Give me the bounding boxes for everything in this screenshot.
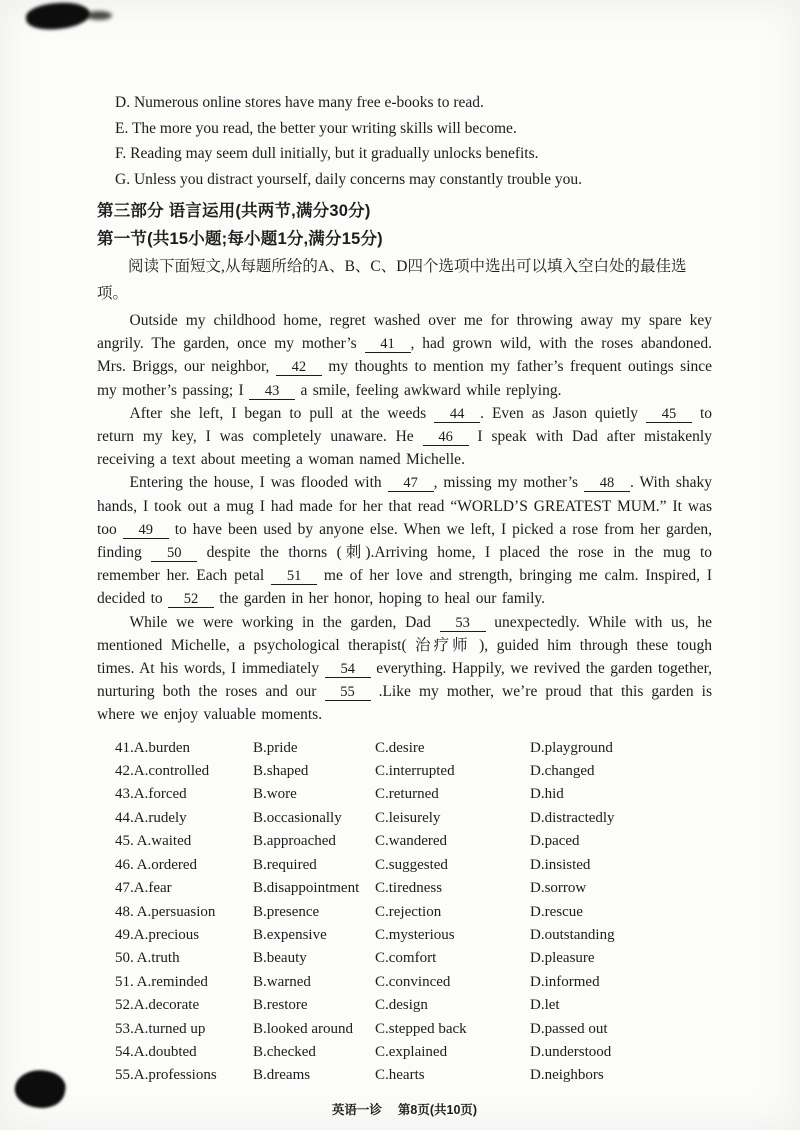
- reading-option-line: G. Unless you distract yourself, daily concerns may constantly trouble you.: [115, 170, 583, 188]
- footer-page-info: 第8页(共10页): [397, 1102, 478, 1117]
- question-option: 42.A.controlled: [115, 763, 210, 780]
- question-row: [97, 760, 712, 783]
- cloze-blank-51: 51: [271, 568, 317, 585]
- question-option: D.playground: [530, 739, 613, 756]
- page-content: [97, 90, 712, 1118]
- question-option: 46. A.ordered: [115, 856, 198, 873]
- passage-paragraph: Outside my childhood home, regret washed over me for throwing away my spare key angrily. The garden, once my mother’s 41 , had grown wild, with the roses abandoned. Mrs. Briggs, our neighbor, 42 my thoughts to mention my father’s frequent outings since my mother’s passing; I 43 a smile, feeling awkward while replying.: [97, 312, 713, 399]
- section1-heading: 第一节(共15小题;每小题1分,满分15分): [97, 229, 383, 248]
- question-row: [97, 830, 712, 853]
- question-option: 54.A.doubted: [115, 1043, 197, 1060]
- question-option: D.rescue: [530, 903, 583, 920]
- question-option: D.understood: [530, 1043, 612, 1060]
- question-option: D.outstanding: [530, 926, 615, 943]
- cloze-blank-50: 50: [151, 545, 197, 562]
- question-option: 41.A.burden: [115, 739, 190, 756]
- question-row: [97, 737, 712, 760]
- cloze-blank-48: 48: [584, 475, 630, 492]
- question-option: C.desire: [375, 739, 425, 756]
- passage-paragraph: After she left, I began to pull at the weeds 44 . Even as Jason quietly 45 to return my key, I was completely unaware. He 46 I speak with Dad after mistakenly receiving a text about meeting a woman named Michelle.: [97, 404, 713, 469]
- question-option: B.approached: [253, 833, 336, 850]
- cloze-passage: [97, 309, 712, 727]
- question-option: B.shaped: [253, 763, 309, 780]
- footer-exam-name: 英语一诊: [331, 1102, 382, 1117]
- question-option: C.interrupted: [375, 763, 455, 780]
- question-option: D.neighbors: [530, 1067, 604, 1084]
- cloze-blank-45: 45: [646, 406, 692, 423]
- question-option: B.occasionally: [253, 809, 342, 826]
- question-option: B.beauty: [253, 950, 307, 967]
- passage-paragraph: Entering the house, I was flooded with 47 , missing my mother’s 48 . With shaky hands, I took out a mug I had made for her that read “WORLD’S GREATEST MUM.” It was too 49 to have been used by anyone else. When we left, I picked a rose from her garden, finding 50 despite the thorns (刺).Arriving home, I placed the rose in the mug to remember her. Each petal 51 me of her love and strength, bringing me calm. Inspired, I decided to 52 the garden in her honor, hoping to heal our family.: [97, 474, 712, 608]
- question-option: B.wore: [253, 786, 297, 803]
- question-option: C.returned: [375, 786, 439, 803]
- question-option: D.changed: [530, 763, 595, 780]
- cloze-blank-49: 49: [123, 522, 169, 539]
- question-option: D.hid: [530, 786, 564, 803]
- question-row: [97, 783, 712, 806]
- question-row: [97, 807, 712, 830]
- question-option: C.design: [375, 997, 428, 1014]
- question-option: D.passed out: [530, 1020, 608, 1037]
- reading-option-line: E. The more you read, the better your writing skills will become.: [115, 119, 517, 137]
- question-option: C.suggested: [375, 856, 448, 873]
- question-option: 44.A.rudely: [115, 809, 187, 826]
- question-option: 49.A.precious: [115, 926, 200, 943]
- question-option: 52.A.decorate: [115, 997, 200, 1014]
- question-option: C.tiredness: [375, 880, 443, 897]
- scan-artifact-top: [25, 0, 91, 32]
- question-option: D.let: [530, 997, 560, 1014]
- question-option: B.dreams: [253, 1067, 311, 1084]
- cloze-blank-41: 41: [365, 336, 411, 353]
- question-row: [97, 854, 712, 877]
- question-option: B.looked around: [253, 1020, 353, 1037]
- question-option: D.paced: [530, 833, 580, 850]
- page-footer: [97, 1100, 712, 1118]
- question-row: [97, 877, 712, 900]
- cloze-blank-46: 46: [423, 429, 469, 446]
- question-option: B.restore: [253, 997, 308, 1014]
- cloze-blank-44: 44: [434, 406, 480, 423]
- reading-option-line: F. Reading may seem dull initially, but it gradually unlocks benefits.: [115, 145, 539, 162]
- question-row: [97, 994, 712, 1017]
- cloze-blank-52: 52: [168, 591, 214, 608]
- question-option: 50. A.truth: [115, 950, 180, 967]
- question-row: [97, 1064, 712, 1087]
- cloze-blank-43: 43: [249, 383, 295, 400]
- question-option: C.rejection: [375, 903, 442, 920]
- question-row: [97, 1041, 712, 1064]
- question-option: 55.A.professions: [115, 1067, 217, 1084]
- scan-artifact-top-tail: [86, 11, 112, 20]
- cloze-blank-54: 54: [325, 661, 371, 678]
- question-row: [97, 901, 712, 924]
- question-option: C.leisurely: [375, 809, 441, 826]
- question-option: D.pleasure: [530, 950, 595, 967]
- question-option: B.warned: [253, 973, 311, 990]
- cloze-blank-55: 55: [325, 684, 371, 701]
- question-option: C.wandered: [375, 833, 448, 850]
- question-option: C.convinced: [375, 973, 451, 990]
- reading-option-line: D. Numerous online stores have many free e-books to read.: [115, 94, 484, 111]
- question-option: 43.A.forced: [115, 786, 187, 803]
- question-option: C.stepped back: [375, 1020, 467, 1037]
- question-option: C.mysterious: [375, 926, 455, 943]
- question-option: 47.A.fear: [115, 880, 172, 897]
- question-row: [97, 947, 712, 970]
- question-row: [97, 1018, 712, 1041]
- question-option: B.pride: [253, 739, 298, 756]
- cloze-blank-53: 53: [440, 615, 486, 632]
- question-option: C.explained: [375, 1043, 448, 1060]
- question-row: [97, 924, 712, 947]
- question-option: B.checked: [253, 1043, 316, 1060]
- question-option: B.disappointment: [253, 880, 360, 897]
- question-option: C.hearts: [375, 1067, 425, 1084]
- cloze-blank-42: 42: [276, 359, 322, 376]
- question-option: B.presence: [253, 903, 320, 920]
- question-option: 48. A.persuasion: [115, 903, 216, 920]
- question-option: 45. A.waited: [115, 833, 192, 850]
- cloze-instruction: 阅读下面短文,从每题所给的A、B、C、D四个选项中选出可以填入空白处的最佳选项。: [97, 258, 687, 302]
- cloze-blank-47: 47: [388, 475, 434, 492]
- scan-artifact-bottom: [12, 1065, 69, 1113]
- question-option: 51. A.reminded: [115, 973, 208, 990]
- question-option: D.insisted: [530, 856, 591, 873]
- reading-options-list: [97, 90, 712, 192]
- question-option: B.required: [253, 856, 317, 873]
- question-option: D.distractedly: [530, 809, 615, 826]
- passage-paragraph: While we were working in the garden, Dad 53 unexpectedly. While with us, he mentioned Michelle, a psychological therapist( 治疗师 ), guided him through these tough times. At his words, I immediately 54 everything. Happily, we revived the garden together, nurturing both the roses and our 55 .Like my mother, we’re proud that this garden is where we enjoy valuable moments.: [97, 613, 713, 724]
- part3-heading: 第三部分 语言运用(共两节,满分30分): [97, 202, 371, 220]
- question-option: D.sorrow: [530, 880, 587, 897]
- question-option: 53.A.turned up: [115, 1020, 206, 1037]
- question-option: B.expensive: [253, 926, 327, 943]
- question-option: C.comfort: [375, 950, 437, 967]
- question-row: [97, 971, 712, 994]
- questions-table: [97, 737, 712, 1088]
- question-option: D.informed: [530, 973, 600, 990]
